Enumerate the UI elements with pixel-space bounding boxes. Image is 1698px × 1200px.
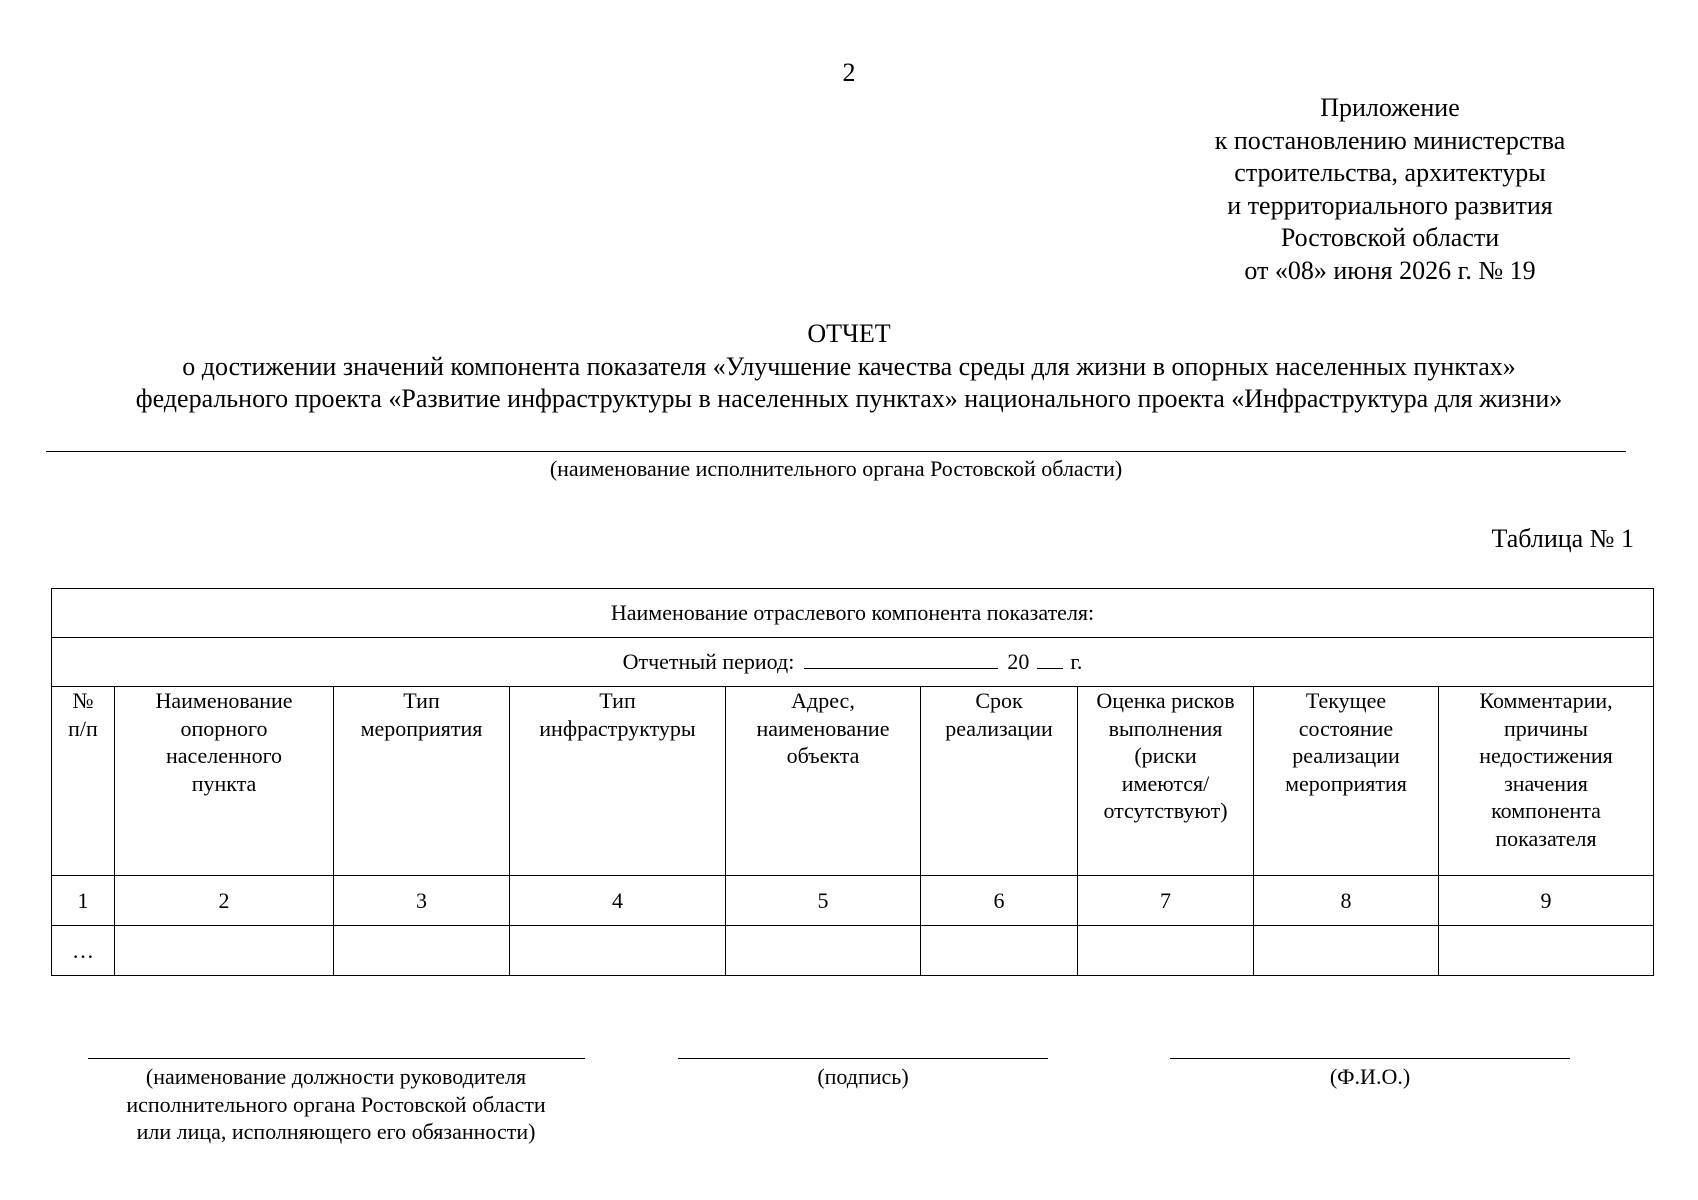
header-line: мероприятия: [360, 715, 483, 741]
table-cell: [510, 926, 726, 976]
header-line: показателя: [1495, 825, 1597, 851]
component-name-cell: [52, 589, 1654, 638]
signature-caption: (подпись): [817, 1064, 909, 1089]
header-line: (риски: [1134, 743, 1197, 768]
table-cell: [115, 926, 334, 976]
header-line: Текущее: [1305, 688, 1387, 713]
header-object-address: [726, 687, 921, 876]
table-header-row: [52, 687, 1654, 876]
table-cell: [1439, 926, 1654, 976]
table-data-row: [52, 926, 1654, 976]
reporting-period-label: Отчетный период:: [622, 649, 795, 675]
header-line: опорного: [180, 715, 268, 741]
appendix-line: Ростовской области: [1280, 223, 1500, 252]
year-prefix: 20: [1007, 649, 1030, 675]
period-blank-field: [804, 648, 998, 669]
column-number-cell: 9: [1439, 876, 1654, 926]
full-name-blank-line: [1170, 1058, 1570, 1059]
column-number-cell: 3: [334, 876, 510, 926]
caption-line: или лица, исполняющего его обязанности): [136, 1119, 536, 1144]
column-number-cell: 1: [52, 876, 115, 926]
column-numbers-row: [52, 876, 1654, 926]
header-risk-assessment: [1078, 687, 1254, 876]
report-title: ОТЧЕТ: [807, 319, 891, 348]
header-line: Комментарии,: [1479, 688, 1613, 713]
position-blank-line: [88, 1058, 585, 1059]
header-settlement-name: [115, 687, 334, 876]
header-line: выполнения: [1108, 715, 1223, 741]
caption-line: исполнительного органа Ростовской области: [126, 1091, 546, 1117]
table-cell: [1078, 926, 1254, 976]
full-name-caption: (Ф.И.О.): [1329, 1064, 1411, 1089]
header-number: [52, 687, 115, 876]
header-line: п/п: [68, 715, 98, 741]
appendix-line: строительства, архитектуры: [1234, 158, 1546, 187]
appendix-line: от «08» июня 2026 г. № 19: [1244, 255, 1536, 285]
header-current-status: [1254, 687, 1439, 876]
report-subtitle-line: о достижении значений компонента показателя «Улучшение качества среды для жизни в опорных населенных пунктах»: [182, 351, 1516, 381]
component-name-label: Наименование отраслевого компонента показателя:: [610, 600, 1095, 626]
header-line: имеются/: [1121, 770, 1210, 796]
table-title-row: [52, 589, 1654, 638]
appendix-block: [1160, 92, 1620, 287]
position-caption: [60, 1063, 612, 1146]
header-line: мероприятия: [1285, 770, 1407, 796]
header-line: недостижения: [1479, 743, 1613, 768]
header-event-type: [334, 687, 510, 876]
header-infrastructure-type: [510, 687, 726, 876]
header-line: инфраструктуры: [539, 715, 696, 741]
table-cell: [334, 926, 510, 976]
column-number-cell: 4: [510, 876, 726, 926]
year-blank-field: [1037, 648, 1063, 669]
org-name-caption: (наименование исполнительного органа Ростовской области): [549, 456, 1123, 481]
header-deadline: [921, 687, 1078, 876]
year-suffix: г.: [1070, 649, 1083, 675]
column-number-cell: 7: [1078, 876, 1254, 926]
header-line: Тип: [403, 688, 440, 713]
header-line: Срок: [975, 688, 1023, 713]
header-line: Адрес,: [791, 688, 855, 713]
caption-line: (наименование должности руководителя: [145, 1064, 527, 1089]
appendix-line: Приложение: [1320, 93, 1460, 122]
header-line: наименование: [756, 715, 890, 741]
table-label: Таблица № 1: [1491, 524, 1634, 553]
header-line: Тип: [599, 688, 636, 713]
header-comments: [1439, 687, 1654, 876]
header-line: отсутствуют): [1103, 798, 1228, 823]
column-number-cell: 6: [921, 876, 1078, 926]
report-subtitle-line: федерального проекта «Развитие инфраструктуры в населенных пунктах» национального проекта «Инфраструктура для жизни»: [135, 384, 1563, 413]
table-cell: [921, 926, 1078, 976]
header-line: реализации: [945, 715, 1053, 741]
header-line: значения: [1504, 770, 1588, 796]
header-line: причины: [1504, 715, 1588, 741]
appendix-line: к постановлению министерства: [1214, 125, 1566, 155]
column-number-cell: 2: [115, 876, 334, 926]
report-heading: [0, 318, 1698, 416]
header-line: состояние: [1298, 715, 1394, 741]
header-line: Оценка рисков: [1096, 688, 1235, 713]
header-line: Наименование: [155, 688, 293, 713]
header-line: объекта: [786, 743, 860, 768]
table-period-row: [52, 638, 1654, 687]
reporting-period-cell: [52, 638, 1654, 687]
table-cell: [726, 926, 921, 976]
ellipsis-cell: …: [52, 926, 115, 976]
header-line: №: [72, 688, 94, 713]
table-cell: [1254, 926, 1439, 976]
header-line: реализации: [1292, 743, 1400, 768]
page-number: 2: [842, 58, 856, 87]
signature-blank-line: [678, 1058, 1048, 1059]
header-line: пункта: [191, 770, 257, 796]
header-line: компонента: [1491, 798, 1601, 823]
appendix-line: и территориального развития: [1227, 190, 1553, 220]
header-line: населенного: [165, 743, 283, 768]
org-name-blank-line: [46, 451, 1626, 452]
column-number-cell: 5: [726, 876, 921, 926]
column-number-cell: 8: [1254, 876, 1439, 926]
report-table: [51, 588, 1654, 976]
